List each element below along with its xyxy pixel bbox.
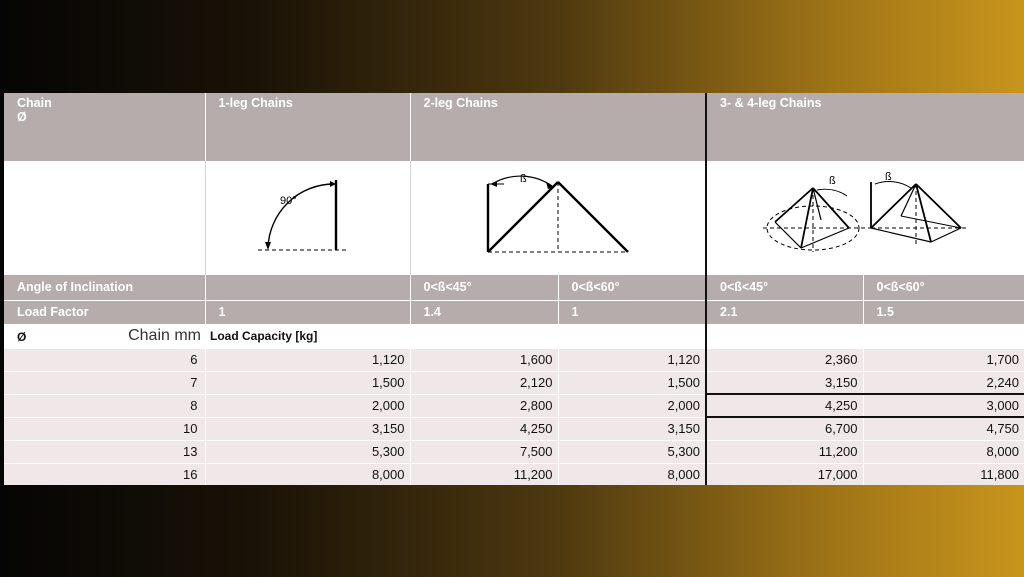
- chain-diameter: 6: [4, 348, 205, 371]
- capacity-2leg-a: 11,200: [410, 463, 558, 485]
- load-factor-34leg-a: 2.1: [706, 300, 863, 324]
- angle-row: [4, 275, 1024, 300]
- chain-diameter: 7: [4, 371, 205, 394]
- capacity-34leg-a: 4,250: [706, 394, 863, 417]
- capacity-2leg-b: 2,000: [558, 394, 706, 417]
- capacity-1leg: 5,300: [205, 440, 410, 463]
- capacity-1leg: 1,500: [205, 371, 410, 394]
- three-four-leg-header: 3- & 4-leg Chains: [706, 93, 1024, 161]
- capacity-header-row: [4, 324, 1024, 348]
- capacity-2leg-b: 1,120: [558, 348, 706, 371]
- capacity-chain-cell: [4, 324, 205, 348]
- capacity-34leg-b: 3,000: [863, 394, 1024, 417]
- angle-1leg: [205, 275, 410, 300]
- capacity-2leg-a: 4,250: [410, 417, 558, 440]
- table-row: [4, 371, 1024, 394]
- table-row: [4, 348, 1024, 371]
- table-row: [4, 417, 1024, 440]
- capacity-chain-mm: Chain mm: [128, 326, 201, 344]
- capacity-34leg-b: 1,700: [863, 348, 1024, 371]
- three-four-leg-chain-diagram: [761, 170, 971, 266]
- load-factor-34leg-b: 1.5: [863, 300, 1024, 324]
- capacity-1leg: 2,000: [205, 394, 410, 417]
- chain-load-table-sheet: [4, 93, 1024, 485]
- two-leg-header: 2-leg Chains: [410, 93, 706, 161]
- capacity-2leg-a: 1,600: [410, 348, 558, 371]
- capacity-2leg-b: 3,150: [558, 417, 706, 440]
- angle-2leg-a: 0<ß<45°: [410, 275, 558, 300]
- one-leg-chain-diagram: [258, 170, 358, 266]
- capacity-2leg-a: 2,800: [410, 394, 558, 417]
- capacity-1leg: 3,150: [205, 417, 410, 440]
- capacity-34leg-a: 6,700: [706, 417, 863, 440]
- diagram-row: [4, 161, 1024, 275]
- capacity-2leg-a: 7,500: [410, 440, 558, 463]
- diagram-empty-cell: [4, 161, 205, 275]
- capacity-1leg: 8,000: [205, 463, 410, 485]
- chain-diameter: 13: [4, 440, 205, 463]
- load-factor-2leg-a: 1.4: [410, 300, 558, 324]
- chain-header-symbol: Ø: [17, 110, 27, 124]
- capacity-34leg-b: 8,000: [863, 440, 1024, 463]
- one-leg-diagram-cell: [205, 161, 410, 275]
- capacity-34leg-b: 11,800: [863, 463, 1024, 485]
- capacity-34leg-a: 11,200: [706, 440, 863, 463]
- chain-diameter: 16: [4, 463, 205, 485]
- three-leg-beta-label: ß: [828, 175, 836, 187]
- angle-34leg-a: 0<ß<45°: [706, 275, 863, 300]
- capacity-symbol: Ø: [17, 329, 27, 344]
- load-factor-label: Load Factor: [4, 300, 205, 324]
- two-leg-diagram-cell: [410, 161, 706, 275]
- one-leg-angle-label: 90°: [279, 195, 297, 207]
- chain-diameter: 8: [4, 394, 205, 417]
- capacity-2leg-b: 1,500: [558, 371, 706, 394]
- capacity-2leg-a: 2,120: [410, 371, 558, 394]
- capacity-1leg: 1,120: [205, 348, 410, 371]
- capacity-34leg-a: 3,150: [706, 371, 863, 394]
- three-four-leg-diagram-cell: [706, 161, 1024, 275]
- chain-diameter: 10: [4, 417, 205, 440]
- chain-header: [4, 93, 205, 161]
- load-factor-2leg-b: 1: [558, 300, 706, 324]
- one-leg-header: 1-leg Chains: [205, 93, 410, 161]
- chain-header-label: Chain: [17, 96, 52, 110]
- capacity-34leg-b: 2,240: [863, 371, 1024, 394]
- load-factor-row: [4, 300, 1024, 324]
- four-leg-beta-label: ß: [884, 171, 892, 183]
- capacity-34leg-b: 4,750: [863, 417, 1024, 440]
- table-row: [4, 394, 1024, 417]
- capacity-2leg-b: 8,000: [558, 463, 706, 485]
- two-leg-chain-diagram: [478, 170, 638, 266]
- capacity-2leg-b: 5,300: [558, 440, 706, 463]
- load-factor-1leg: 1: [205, 300, 410, 324]
- angle-2leg-b: 0<ß<60°: [558, 275, 706, 300]
- capacity-34leg-a: 2,360: [706, 348, 863, 371]
- capacity-34leg-a: 17,000: [706, 463, 863, 485]
- header-row: [4, 93, 1024, 161]
- angle-label: Angle of Inclination: [4, 275, 205, 300]
- capacity-34leg-blank: [706, 324, 1024, 348]
- angle-34leg-b: 0<ß<60°: [863, 275, 1024, 300]
- capacity-label: Load Capacity [kg]: [205, 324, 706, 348]
- table-row: [4, 440, 1024, 463]
- two-leg-beta-label: ß: [519, 173, 527, 185]
- chain-load-table: [4, 93, 1024, 485]
- table-row: [4, 463, 1024, 485]
